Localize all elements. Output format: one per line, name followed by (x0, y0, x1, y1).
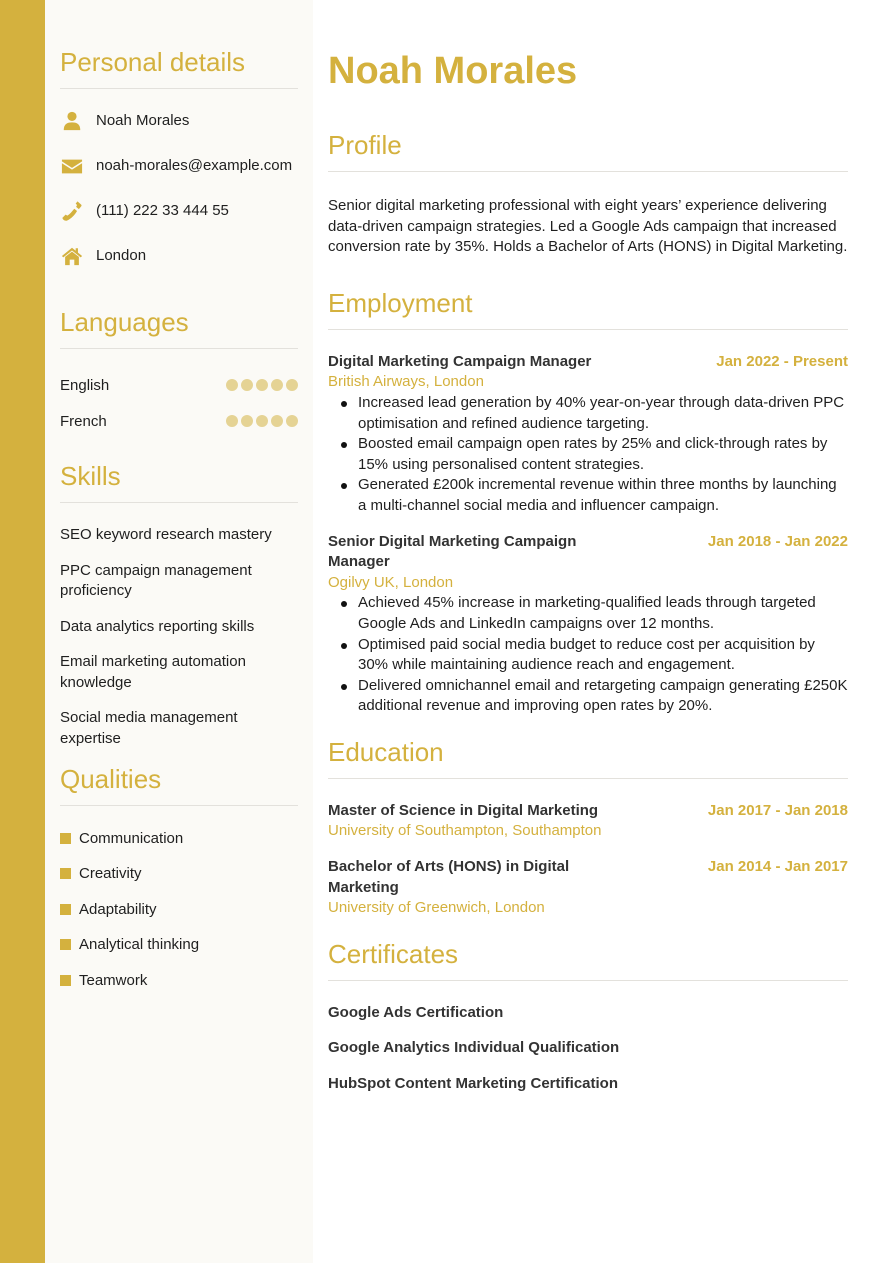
profile-heading: Profile (328, 130, 402, 160)
education-header (328, 801, 848, 822)
qualities-heading: Qualities (60, 764, 162, 794)
job-header (328, 532, 848, 573)
personal-detail-location (60, 233, 298, 278)
achievement-item: Delivered omnichannel email and retargeting campaign generating £250K additional revenue and improving open rates by 20%. (338, 676, 848, 717)
divider (60, 502, 298, 503)
degree-title: Master of Science in Digital Marketing (328, 801, 599, 819)
rating-dot (226, 379, 238, 391)
divider (60, 88, 298, 89)
personal-detail-text: Noah Morales (96, 112, 190, 129)
skills-heading: Skills (60, 461, 121, 491)
achievement-item: Generated £200k incremental revenue within three months by launching a multi-channel social media and influencer campaign. (338, 475, 848, 516)
job-title: Senior Digital Marketing Campaign Manager (328, 532, 577, 571)
language-name: French (60, 412, 107, 430)
skill-item: Social media management expertise (60, 709, 238, 747)
rating-dot (241, 415, 253, 427)
quality-label: Creativity (79, 865, 142, 882)
divider (60, 805, 298, 806)
personal-detail-name (60, 98, 298, 143)
education-entry (328, 801, 848, 842)
quality-label: Analytical thinking (79, 936, 200, 953)
divider (328, 171, 848, 172)
quality-item (60, 828, 298, 848)
language-item (60, 367, 298, 403)
skill-item: Data analytics reporting skills (60, 617, 255, 635)
language-name: English (60, 376, 110, 394)
square-bullet-icon (60, 868, 71, 879)
certificate-item: HubSpot Content Marketing Certification (328, 1075, 618, 1093)
main-content (313, 0, 893, 1263)
square-bullet-icon (60, 833, 71, 844)
language-level-rating (226, 379, 298, 391)
rating-dot (256, 379, 268, 391)
school-name: University of Southampton, Southampton (328, 822, 602, 840)
job-date: Jan 2018 - Jan 2022 (707, 532, 848, 550)
education-date: Jan 2017 - Jan 2018 (707, 801, 848, 819)
candidate-name: Noah Morales (328, 50, 578, 92)
quality-label: Communication (79, 829, 184, 847)
divider (328, 778, 848, 779)
job-date: Jan 2022 - Present (716, 352, 848, 370)
education-header (328, 857, 848, 898)
divider (328, 329, 848, 330)
rating-dot (271, 379, 283, 391)
quality-item (60, 864, 298, 884)
certificates-list (328, 1003, 848, 1095)
rating-dot (271, 415, 283, 427)
personal-details-heading: Personal details (60, 47, 245, 77)
quality-item (60, 970, 298, 990)
square-bullet-icon (60, 975, 71, 986)
personal-detail-text[interactable]: noah-morales@example.com (96, 157, 293, 174)
achievement-item: Optimised paid social media budget to reduce cost per acquisition by 30% while maintaining audience reach and engagement. (338, 635, 848, 676)
achievement-item: Increased lead generation by 40% year-on-year through data-driven PPC optimisation and refined audience targeting. (338, 393, 848, 434)
personal-detail-email (60, 143, 298, 188)
certificate-item: Google Ads Certification (328, 1003, 504, 1021)
phone-icon (60, 199, 84, 223)
languages-list (60, 367, 298, 439)
quality-item (60, 935, 298, 955)
rating-dot (226, 415, 238, 427)
school-name: University of Greenwich, London (328, 899, 545, 917)
job-header (328, 352, 848, 373)
square-bullet-icon (60, 904, 71, 915)
skill-item: PPC campaign management proficiency (60, 561, 252, 599)
personal-detail-phone (60, 188, 298, 233)
personal-detail-text: London (96, 247, 147, 264)
certificates-heading: Certificates (328, 938, 459, 969)
rating-dot (286, 379, 298, 391)
quality-item (60, 899, 298, 919)
education-date: Jan 2014 - Jan 2017 (707, 858, 848, 876)
user-icon (60, 109, 84, 133)
rating-dot (286, 415, 298, 427)
home-icon (60, 244, 84, 268)
personal-details-list (60, 98, 298, 278)
divider (328, 980, 848, 981)
job-achievements (328, 393, 848, 517)
certificate-item: Google Analytics Individual Qualification (328, 1039, 620, 1057)
job-employer: British Airways, London (328, 373, 484, 391)
job-entry (328, 352, 848, 517)
education-heading: Education (328, 736, 444, 767)
skills-list (60, 525, 298, 749)
job-achievements (328, 593, 848, 717)
job-entry (328, 532, 848, 717)
sidebar (45, 0, 313, 1263)
square-bullet-icon (60, 939, 71, 950)
profile-summary: Senior digital marketing professional with eight years’ experience delivering data-driven campaign strategies. Led a Google Ads campaign that increased conversion rate by 35%. Holds a Bachelor of Arts (HONS) in Digital Marketing. (328, 197, 848, 256)
degree-title: Bachelor of Arts (HONS) in Digital Marketing (328, 858, 570, 896)
rating-dot (241, 379, 253, 391)
envelope-icon (60, 154, 84, 178)
achievement-item: Achieved 45% increase in marketing-qualified leads through targeted Google Ads and LinkedIn campaigns over 12 months. (338, 593, 848, 634)
divider (60, 348, 298, 349)
qualities-list (60, 828, 298, 990)
job-title: Digital Marketing Campaign Manager (328, 352, 592, 370)
skill-item: Email marketing automation knowledge (60, 653, 246, 691)
accent-stripe (0, 0, 45, 1263)
skill-item: SEO keyword research mastery (60, 526, 272, 543)
language-level-rating (226, 415, 298, 427)
personal-detail-text: (111) 222 33 444 55 (96, 202, 229, 219)
language-item (60, 403, 298, 439)
rating-dot (256, 415, 268, 427)
languages-heading: Languages (60, 307, 189, 337)
employment-heading: Employment (328, 287, 473, 318)
quality-label: Adaptability (79, 900, 157, 918)
job-employer: Ogilvy UK, London (328, 573, 454, 591)
quality-label: Teamwork (79, 971, 148, 989)
achievement-item: Boosted email campaign open rates by 25% and click-through rates by 15% using personalised content strategies. (338, 434, 848, 475)
education-entry (328, 857, 848, 919)
